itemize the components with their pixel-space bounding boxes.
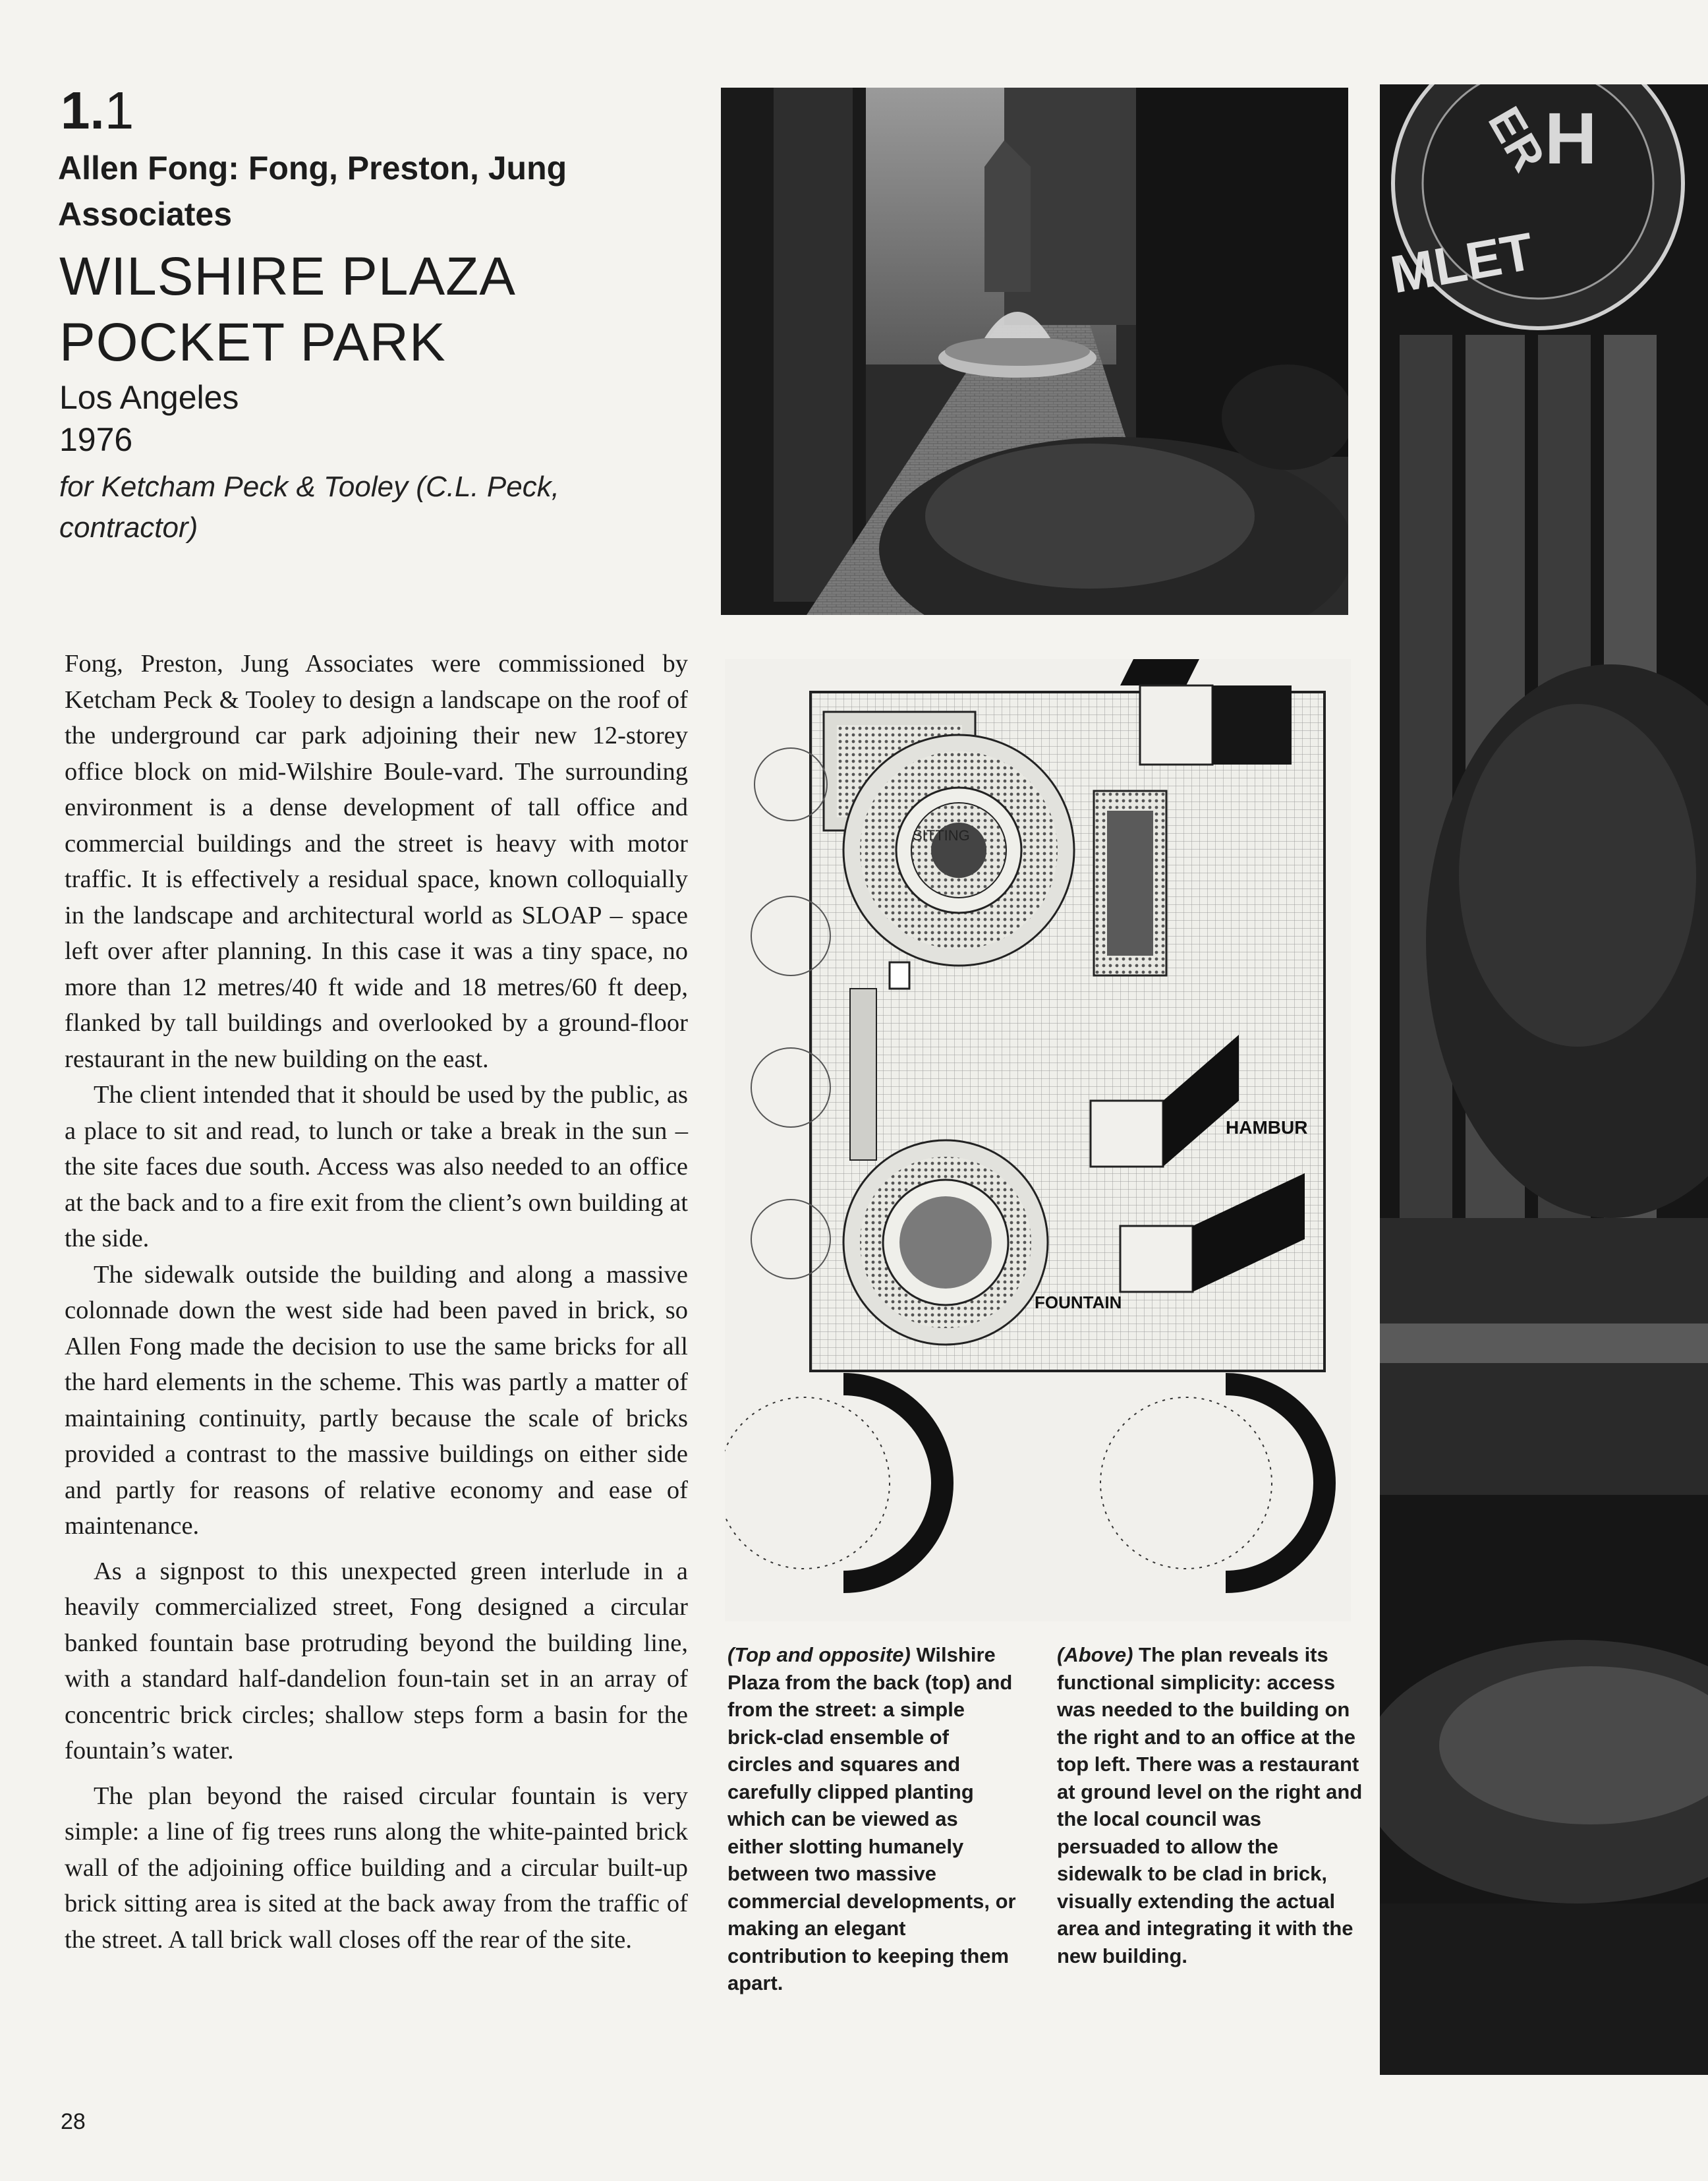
caption-plan-lead: (Above): [1057, 1643, 1133, 1666]
paragraph: As a signpost to this unexpected green interlude in a heavily commercialized street, Fong designed a circular banked fountain base protruding beyond the building line, with a standard half-dandelion foun-tain set in an array of concentric brick circles; shallow steps form a basin for the fountain’s water.: [65, 1557, 688, 1764]
title-line-2: POCKET PARK: [59, 312, 446, 372]
paragraph: Fong, Preston, Jung Associates were commissioned by Ketcham Peck & Tooley to design a landscape on the roof of the underground car park adjoining their new 12-storey office block on mid-Wilshire Boule-vard. The surrounding environment is a dense development of tall office and commercial buildings and the street is heavy with motor traffic. It is effectively a residual space, known colloquially in the landscape and architectural world as SLOAP – space left over after planning. In this case it was a tiny space, no more than 12 metres/40 ft wide and 18 metres/60 ft deep, flanked by tall buildings and overlooked by a ground-floor restaurant in the new building on the east.: [65, 650, 688, 1073]
section-number: 1.1: [61, 81, 134, 140]
photo-plaza-from-back: [721, 88, 1348, 615]
caption-plan-text: The plan reveals its functional simplicity: access was needed to the building on the right and to an office at the top left. There was a restaurant at ground level on the right and the local council was persuaded to allow the sidewalk to be clad in brick, visually extending the actual area and integrating it with the new building.: [1057, 1643, 1363, 1967]
architect-name: Allen Fong: Fong, Preston, Jung Associates: [58, 150, 567, 233]
plan-label-building: HAMBUR: [1226, 1117, 1308, 1138]
plan-label-fountain: FOUNTAIN: [1035, 1293, 1122, 1312]
sign-letters-mid: MLET: [1386, 221, 1538, 305]
project-location: Los Angeles: [59, 379, 239, 416]
sign-letters-top: ER: [1478, 98, 1555, 180]
paragraph: The plan beyond the raised circular fountain is very simple: a line of fig trees runs along the white-painted brick wall of the adjoining office building and a circular built-up brick sitting area is sited at the back away from the traffic of the street. A tall brick wall closes off the rear of the site.: [65, 1782, 688, 1954]
caption-photos-lead: (Top and opposite): [727, 1643, 911, 1666]
caption-photos-text: Wilshire Plaza from the back (top) and from the street: a simple brick-clad ensemble of circles and squares and carefully clipped planting which can be viewed as either slotting humanely between two massive commercial developments, or making an elegant contribution to keeping them apart.: [727, 1643, 1016, 1994]
body-text: [65, 646, 688, 1958]
project-client: for Ketcham Peck & Tooley (C.L. Peck, contractor): [59, 471, 559, 544]
sign-initial: H: [1545, 98, 1597, 179]
title-line-1: WILSHIRE PLAZA: [59, 247, 516, 306]
plan-label-sitting: SITTING: [913, 827, 970, 844]
paragraph: The sidewalk outside the building and along a massive colonnade down the west side had been paved in brick, so Allen Fong made the decision to use the same bricks for all the hard elements in the scheme. This was partly a matter of maintaining continuity, partly because the scale of bricks provided a contrast to the massive buildings on either side and partly for reasons of relative economy and ease of maintenance.: [65, 1260, 688, 1540]
page-number: 28: [61, 2109, 86, 2134]
photo-plaza-from-street: [1380, 84, 1708, 2075]
caption-photos: [727, 1641, 1017, 1997]
project-year: 1976: [59, 421, 133, 458]
paragraph: The client intended that it should be used by the public, as a place to sit and read, to lunch or take a break in the sun – the site faces due south. Access was also needed to an office at the back and to a fire exit from the client’s own building at the side.: [65, 1081, 688, 1252]
project-title: [59, 244, 685, 376]
caption-plan: [1057, 1641, 1367, 1969]
site-plan: [725, 659, 1351, 1621]
